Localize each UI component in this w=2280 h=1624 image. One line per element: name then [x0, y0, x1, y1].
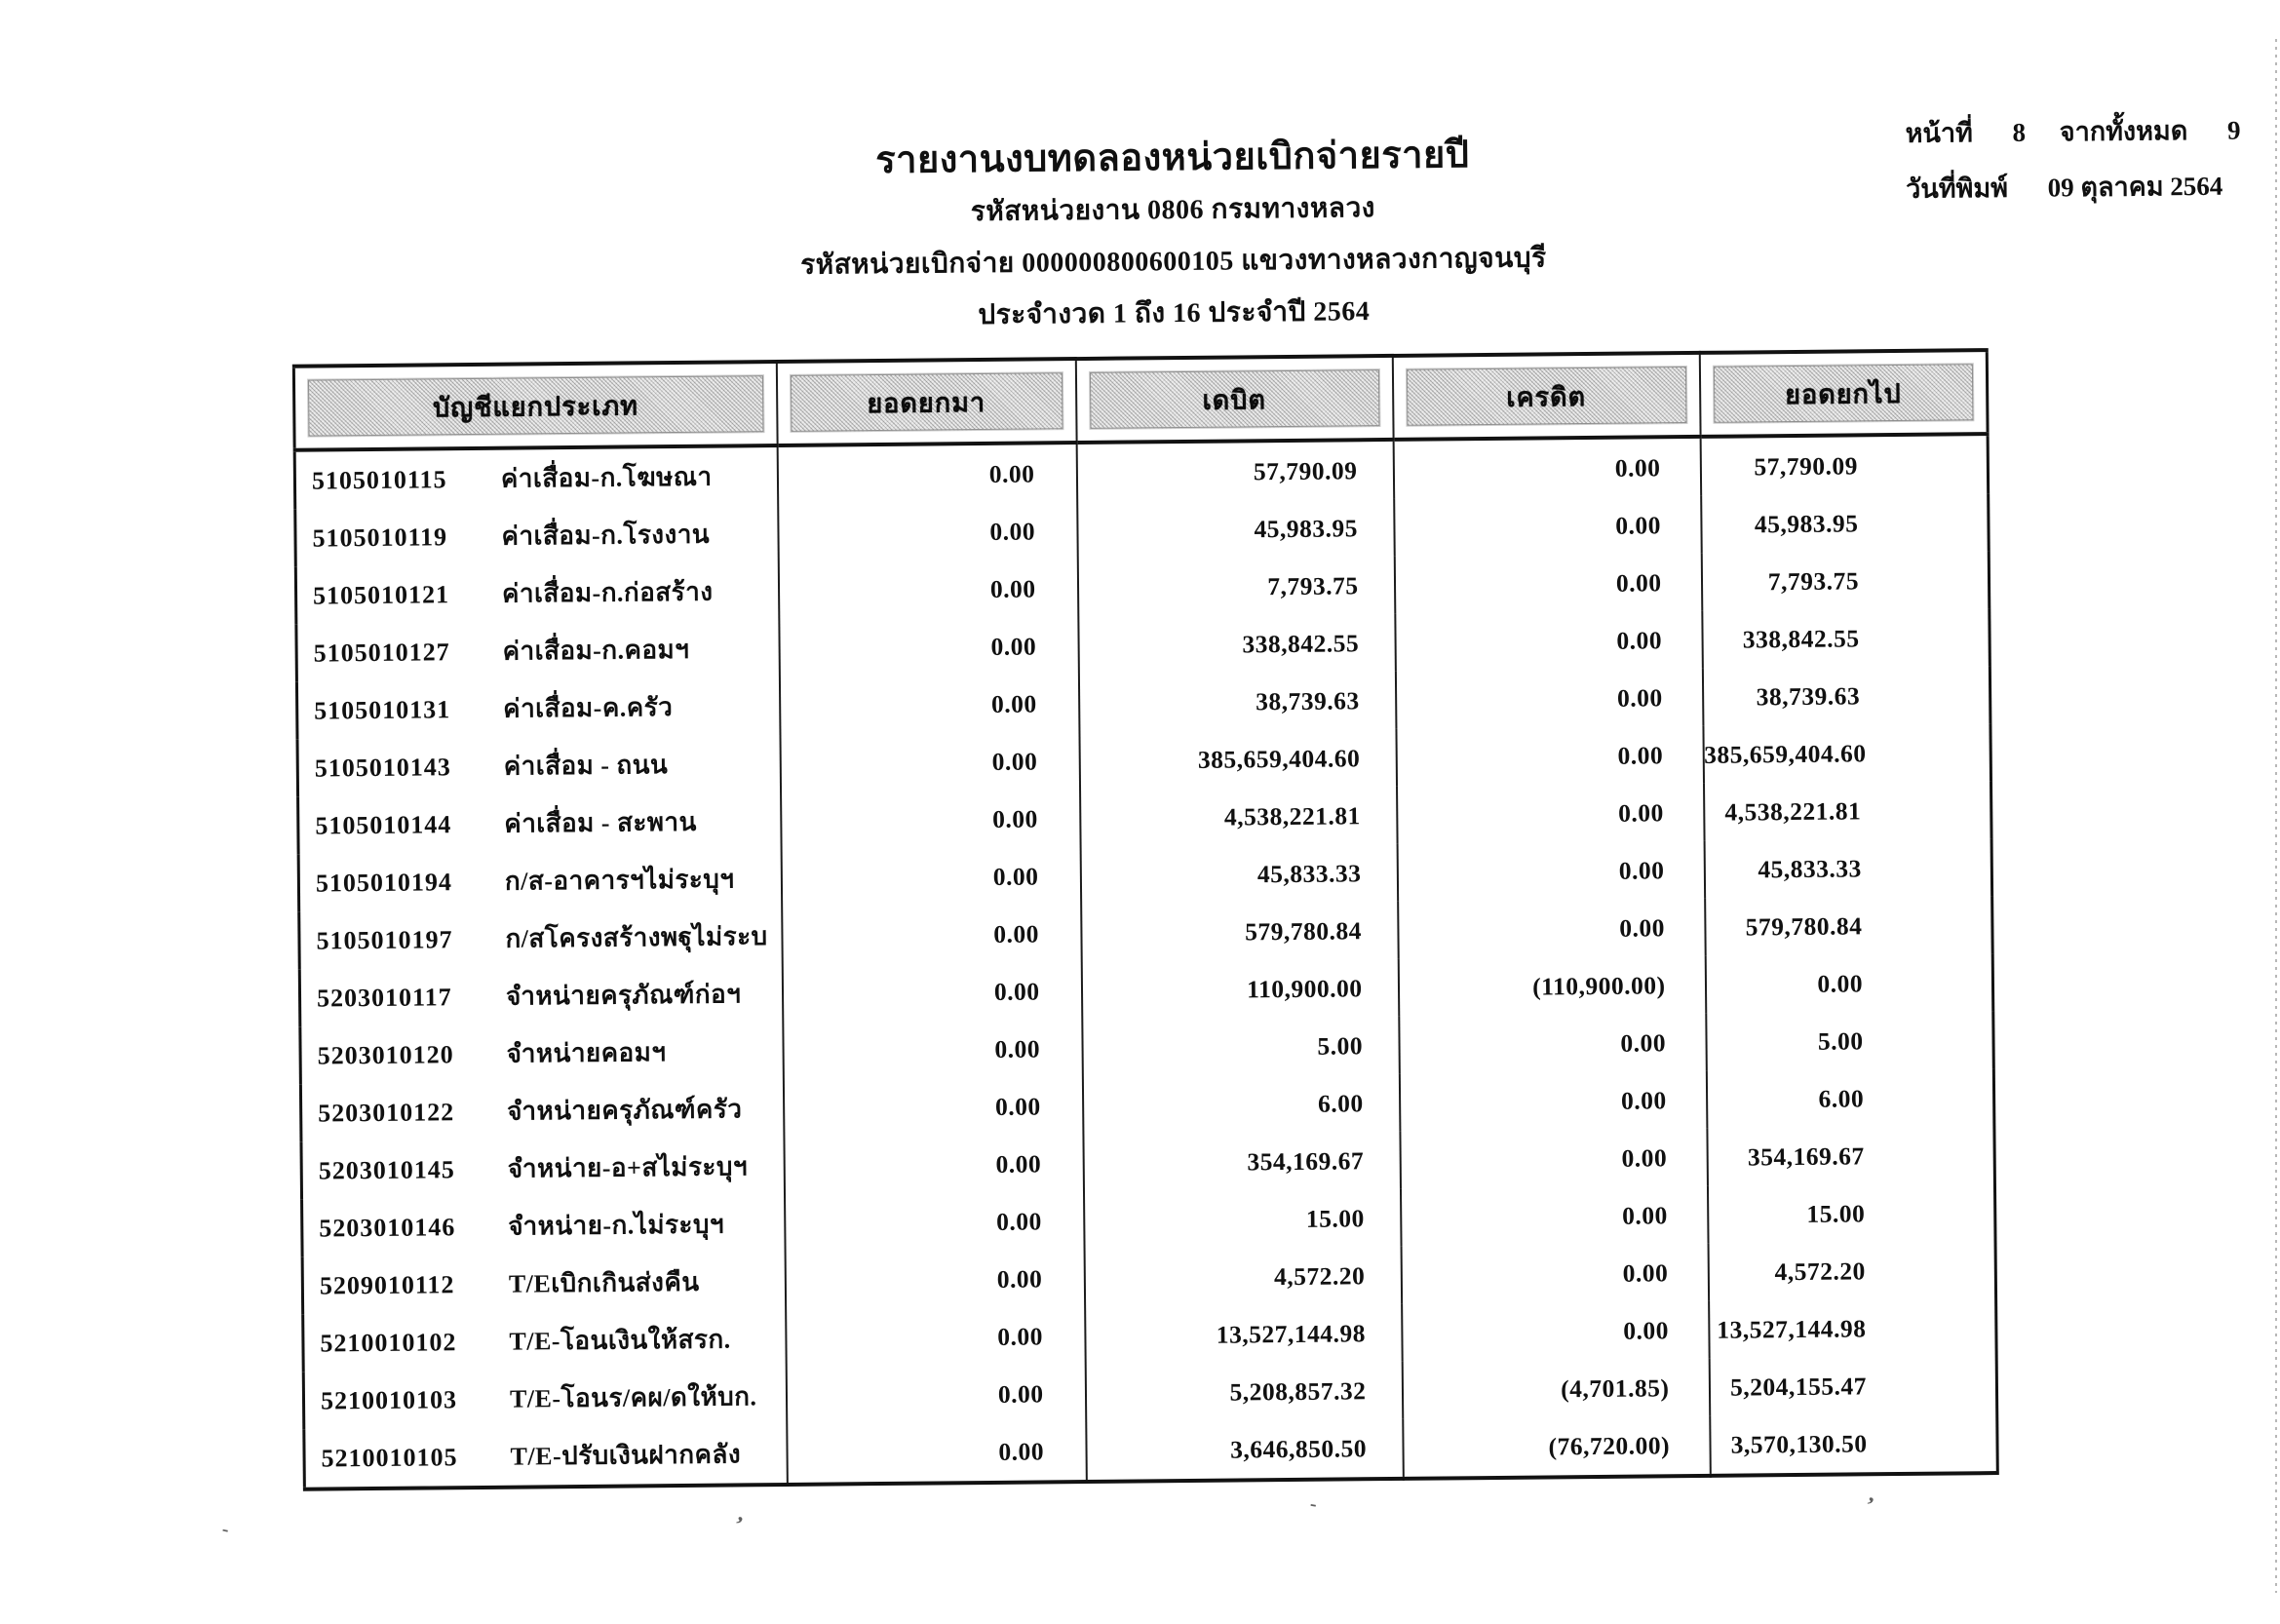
- credit-cell: 0.00: [1395, 611, 1703, 672]
- debit-cell: 6.00: [1082, 1074, 1400, 1135]
- balance-brought-forward-cell: 0.00: [780, 732, 1080, 793]
- account-code: 5210010102: [320, 1328, 457, 1358]
- debit-cell: 38,739.63: [1078, 672, 1396, 732]
- account-code: 5105010197: [316, 925, 453, 955]
- account-name: T/E-โอนร/คผ/ดให้บก.: [509, 1382, 757, 1413]
- balance-carried-forward-cell: 3,570,130.50: [1730, 1428, 1868, 1459]
- credit-cell: 0.00: [1397, 784, 1705, 844]
- column-header-credit: เครดิต: [1406, 367, 1686, 426]
- credit-cell: 0.00: [1400, 1129, 1708, 1189]
- debit-cell: 15.00: [1084, 1189, 1402, 1250]
- credit-cell: 0.00: [1394, 554, 1702, 614]
- balance-brought-forward-cell: 0.00: [781, 790, 1081, 850]
- account-code: 5105010143: [314, 753, 451, 783]
- credit-cell: 0.00: [1398, 899, 1706, 959]
- account-name: ก/ส-อาคารฯไม่ระบุฯ: [504, 865, 735, 896]
- balance-carried-forward-cell: 4,538,221.81: [1724, 795, 1862, 827]
- account-code: 5203010146: [319, 1213, 456, 1243]
- account-cell: [295, 562, 779, 625]
- column-header-balance-brought-forward: ยอดยกมา: [790, 372, 1063, 432]
- account-name: ค่าเสื่อม - ถนน: [503, 751, 669, 781]
- period-line: ประจำงวด 1 ถึง 16 ประจำปี 2564: [978, 296, 1371, 331]
- page-number: 8: [2012, 117, 2027, 147]
- credit-cell: 0.00: [1400, 1186, 1708, 1247]
- balance-carried-forward-cell: 38,739.63: [1756, 680, 1861, 711]
- balance-brought-forward-cell: 0.00: [778, 502, 1078, 562]
- account-name: T/Eเบิกเกินส่งคืน: [508, 1267, 700, 1298]
- account-cell: [300, 1080, 784, 1142]
- account-name: จำหน่าย-อ+สไม่ระบุฯ: [507, 1152, 749, 1183]
- account-code: 5203010145: [318, 1155, 455, 1185]
- scan-edge-artifact: [2275, 39, 2277, 1593]
- scan-artifact-mark: ,: [735, 1500, 750, 1527]
- balance-brought-forward-cell: 0.00: [786, 1307, 1086, 1368]
- account-code: 5105010194: [315, 868, 453, 898]
- scan-artifact-mark: ,: [1866, 1481, 1879, 1508]
- account-cell: [296, 620, 780, 682]
- page-label: หน้าที่: [1905, 118, 1973, 148]
- account-name: ค่าเสื่อม-ก.ก่อสร้าง: [501, 577, 714, 608]
- credit-cell: 0.00: [1397, 841, 1705, 902]
- balance-carried-forward-cell: 6.00: [1818, 1083, 1865, 1113]
- balance-brought-forward-cell: 0.00: [786, 1365, 1086, 1425]
- scan-artifact-mark: -: [1308, 1492, 1319, 1516]
- account-cell: [297, 735, 781, 797]
- account-code: 5105010121: [312, 580, 450, 610]
- debit-cell: 5.00: [1082, 1017, 1400, 1077]
- balance-brought-forward-cell: 0.00: [784, 1135, 1084, 1195]
- balance-carried-forward-cell: 5,204,155.47: [1729, 1371, 1868, 1402]
- debit-cell: 45,833.33: [1080, 844, 1398, 905]
- account-cell: [303, 1310, 787, 1373]
- debit-cell: 45,983.95: [1077, 499, 1395, 560]
- balance-brought-forward-cell: 0.00: [782, 905, 1082, 965]
- balance-brought-forward-cell: 0.00: [779, 675, 1079, 735]
- column-header-debit: เดบิต: [1089, 369, 1379, 429]
- account-name: ค่าเสื่อม-ค.ครัว: [503, 693, 674, 723]
- account-cell: [301, 1138, 785, 1200]
- account-name: จำหน่ายคอมฯ: [506, 1038, 667, 1068]
- credit-cell: (110,900.00): [1398, 956, 1706, 1017]
- column-header-balance-carried-forward: ยอดยกไป: [1713, 364, 1973, 423]
- of-label: จากทั้งหมด: [2059, 116, 2188, 147]
- account-cell: [300, 1023, 784, 1085]
- account-code: 5210010105: [321, 1443, 458, 1473]
- account-code: 5105010127: [313, 638, 450, 668]
- credit-cell: 0.00: [1399, 1071, 1707, 1132]
- account-code: 5203010122: [318, 1098, 455, 1128]
- account-code: 5210010103: [320, 1385, 458, 1415]
- account-cell: [304, 1425, 788, 1489]
- debit-cell: 57,790.09: [1076, 440, 1394, 502]
- balance-carried-forward-cell: 13,527,144.98: [1717, 1313, 1867, 1344]
- balance-carried-forward-cell: 338,842.55: [1742, 623, 1860, 654]
- account-name: จำหน่าย-ก.ไม่ระบุฯ: [508, 1210, 725, 1241]
- print-date-label: วันที่พิมพ์: [1906, 173, 2009, 204]
- account-cell: [296, 677, 780, 740]
- credit-cell: 0.00: [1401, 1244, 1709, 1304]
- account-name: ก/สโครงสร้างพฐุไม่ระบ: [505, 922, 768, 953]
- balance-brought-forward-cell: 0.00: [787, 1422, 1087, 1485]
- balance-carried-forward-cell: 579,780.84: [1745, 910, 1863, 941]
- account-name: T/E-โอนเงินให้สรก.: [509, 1325, 731, 1356]
- total-pages: 9: [2226, 115, 2241, 145]
- account-code: 5203010120: [317, 1040, 454, 1070]
- balance-brought-forward-cell: 0.00: [779, 617, 1079, 677]
- credit-cell: 0.00: [1394, 496, 1702, 557]
- account-cell: [298, 793, 782, 855]
- balance-carried-forward-cell: 45,983.95: [1754, 508, 1859, 538]
- debit-cell: 338,842.55: [1078, 614, 1396, 675]
- balance-brought-forward-cell: 0.00: [777, 443, 1077, 505]
- balance-brought-forward-cell: 0.00: [785, 1250, 1085, 1310]
- debit-cell: 5,208,857.32: [1085, 1362, 1403, 1422]
- account-name: T/E-ปรับเงินฝากคลัง: [510, 1440, 742, 1471]
- account-code: 5105010115: [311, 465, 447, 495]
- credit-cell: 0.00: [1396, 726, 1704, 787]
- table-header-row: [293, 350, 1988, 450]
- column-header-account: บัญชีแยกประเภท: [308, 375, 763, 436]
- account-code: 5105010144: [315, 810, 452, 840]
- balance-carried-forward-cell: 45,833.33: [1758, 853, 1862, 883]
- balance-carried-forward-cell: 57,790.09: [1754, 450, 1859, 481]
- account-cell: [298, 850, 782, 912]
- account-name: จำหน่ายครุภัณฑ์ก่อฯ: [505, 980, 742, 1011]
- credit-cell: 0.00: [1402, 1301, 1710, 1362]
- balance-carried-forward-cell: 4,572.20: [1774, 1256, 1866, 1286]
- page-meta: [1905, 108, 2257, 222]
- credit-cell: (76,720.00): [1403, 1416, 1711, 1479]
- balance-brought-forward-cell: 0.00: [782, 962, 1082, 1023]
- table-body: [294, 434, 1997, 1489]
- account-code: 5203010117: [316, 983, 452, 1013]
- account-cell: [302, 1253, 786, 1315]
- account-cell: [294, 445, 778, 510]
- print-date-line: [1906, 164, 2257, 209]
- account-cell: [299, 908, 783, 970]
- account-name: ค่าเสื่อม-ก.โฆษณา: [500, 462, 713, 493]
- balance-brought-forward-cell: 0.00: [778, 560, 1078, 620]
- account-name: ค่าเสื่อม-ก.โรงงาน: [501, 520, 711, 551]
- debit-cell: 13,527,144.98: [1085, 1304, 1403, 1365]
- trial-balance-table: [292, 348, 1999, 1491]
- credit-cell: 0.00: [1393, 437, 1701, 499]
- debit-cell: 7,793.75: [1077, 557, 1395, 617]
- debit-cell: 385,659,404.60: [1079, 729, 1397, 790]
- balance-carried-forward-cell: 0.00: [1817, 968, 1864, 998]
- account-code: 5105010131: [314, 695, 451, 725]
- debit-cell: 579,780.84: [1081, 902, 1399, 962]
- print-date: 09 ตุลาคม 2564: [2047, 171, 2223, 203]
- credit-cell: 0.00: [1399, 1014, 1707, 1074]
- debit-cell: 3,646,850.50: [1086, 1419, 1404, 1482]
- credit-cell: (4,701.85): [1402, 1359, 1710, 1419]
- account-name: ค่าเสื่อม-ก.คอมฯ: [502, 635, 690, 666]
- account-name: ค่าเสื่อม - สะพาน: [504, 807, 697, 838]
- balance-brought-forward-cell: 0.00: [783, 1077, 1083, 1138]
- disbursement-unit-line: รหัสหน่วยเบิกจ่าย 000000800600105 แขวงทางหลวงกาญจนบุรี: [799, 243, 1547, 281]
- account-code: 5105010119: [312, 522, 448, 553]
- balance-brought-forward-cell: 0.00: [785, 1192, 1085, 1253]
- balance-brought-forward-cell: 0.00: [781, 847, 1081, 908]
- balance-carried-forward-cell: 385,659,404.60: [1704, 738, 1867, 769]
- scan-artifact-mark: -: [219, 1518, 231, 1541]
- account-cell: [302, 1195, 786, 1257]
- balance-carried-forward-cell: 7,793.75: [1767, 565, 1860, 596]
- balance-carried-forward-cell: 5.00: [1817, 1025, 1864, 1056]
- debit-cell: 354,169.67: [1083, 1132, 1401, 1192]
- account-cell: [303, 1368, 787, 1430]
- debit-cell: 4,538,221.81: [1080, 787, 1398, 847]
- debit-cell: 110,900.00: [1081, 959, 1399, 1020]
- credit-cell: 0.00: [1395, 669, 1703, 729]
- page-number-line: [1905, 108, 2256, 153]
- account-cell: [299, 965, 783, 1027]
- balance-carried-forward-cell: 15.00: [1806, 1198, 1866, 1228]
- account-name: จำหน่ายครุภัณฑ์ครัว: [507, 1095, 743, 1126]
- account-code: 5209010112: [319, 1270, 455, 1300]
- agency-code-line: รหัสหน่วยงาน 0806 กรมทางหลวง: [970, 193, 1376, 228]
- report-title: รายงานงบทดลองหน่วยเบิกจ่ายรายปี: [875, 135, 1470, 182]
- debit-cell: 4,572.20: [1084, 1247, 1402, 1307]
- account-cell: [295, 505, 779, 567]
- balance-carried-forward-cell: 354,169.67: [1747, 1141, 1865, 1171]
- balance-brought-forward-cell: 0.00: [783, 1020, 1083, 1080]
